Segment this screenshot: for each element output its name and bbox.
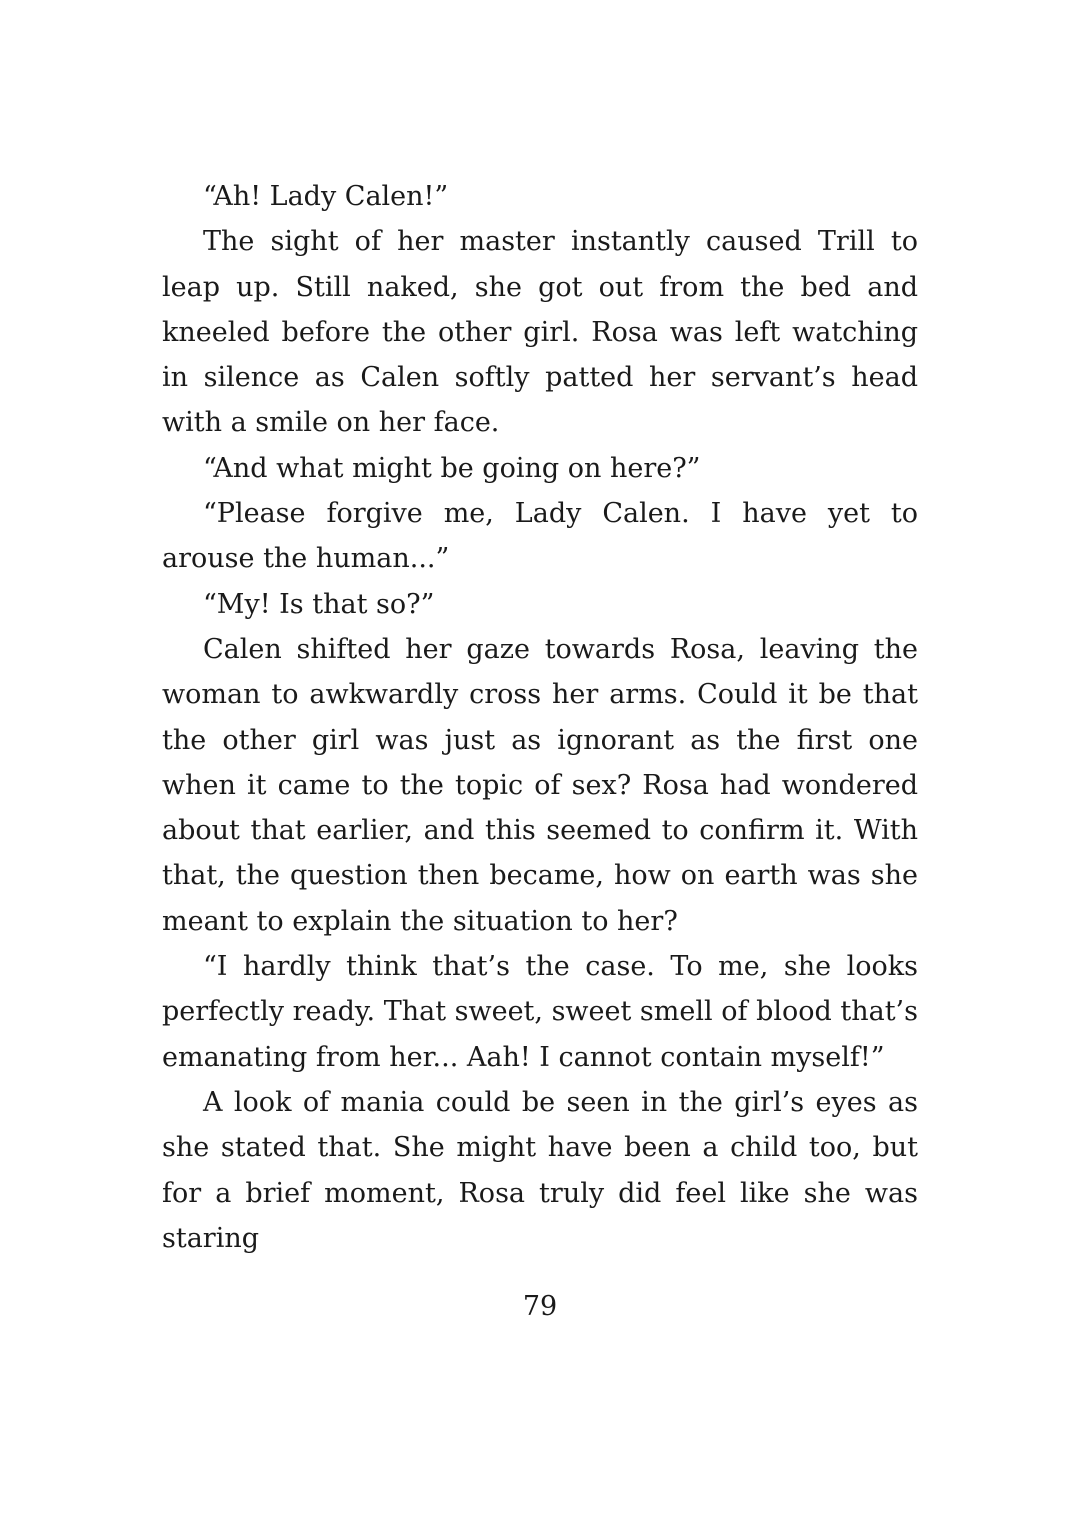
body-text	[162, 174, 918, 1261]
page-number: 79	[522, 1291, 558, 1322]
paragraph-2: The sight of her master instantly caused Trill to leap up. Still naked, she got out from the bed and kneeled before the other girl. Rosa was left watching in silence as Calen softly patted her servant’s head with a smile on her face.	[162, 226, 918, 439]
paragraph-7: “I hardly think that’s the case. To me, she looks perfectly ready. That sweet, sweet smell of blood that’s emanating from her... Aah! I cannot contain myself!”	[162, 951, 918, 1073]
paragraph-5: “My! Is that so?”	[203, 588, 435, 620]
paragraph-8: A look of mania could be seen in the girl’s eyes as she stated that. She might have been a child too, but for a brief moment, Rosa truly did feel like she was staring	[162, 1086, 918, 1254]
paragraph-1: “Ah! Lady Calen!”	[203, 181, 449, 212]
paragraph-4: “Please forgive me, Lady Calen. I have yet to arouse the human...”	[162, 498, 918, 575]
paragraph-6: Calen shifted her gaze towards Rosa, leaving the woman to awkwardly cross her arms. Could it be that the other girl was just as ignorant as the first one when it came to the topic of sex? Rosa had wondered about that earlier, and this seemed to confirm it. With that, the question then became, how on earth was she meant to explain the situation to her?	[162, 633, 918, 937]
paragraph-3: “And what might be going on here?”	[203, 452, 701, 484]
